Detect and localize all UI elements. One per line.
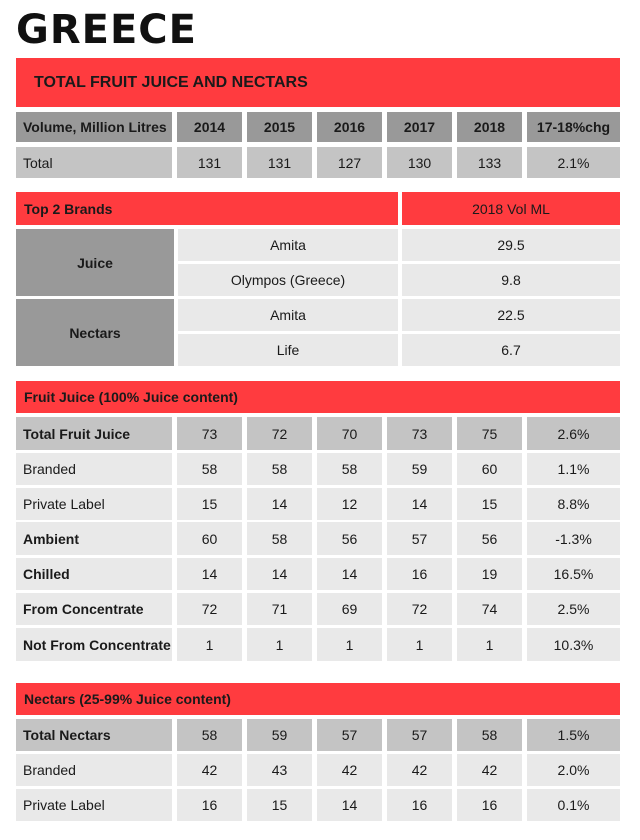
page-title: GREECE	[16, 7, 197, 53]
table-cell: 14	[387, 488, 452, 520]
table-cell: 59	[387, 453, 452, 485]
table-cell: 1	[177, 628, 242, 661]
section-header-nectars: Nectars (25-99% Juice content)	[16, 683, 620, 715]
table-cell: 16	[177, 789, 242, 821]
table-cell: 14	[317, 558, 382, 590]
row-label: Chilled	[16, 558, 172, 590]
column-header-2014: 2014	[177, 112, 242, 142]
brand-value: 29.5	[402, 229, 620, 261]
table-cell: 59	[247, 719, 312, 751]
table-cell: 1	[387, 628, 452, 661]
table-cell: 10.3%	[527, 628, 620, 661]
table-cell: 2.0%	[527, 754, 620, 786]
table-cell: 75	[457, 417, 522, 450]
section-header-top-brands: Top 2 Brands	[16, 192, 398, 225]
table-cell: 15	[247, 789, 312, 821]
table-cell: 14	[247, 488, 312, 520]
column-header-volume: Volume, Million Litres	[16, 112, 172, 142]
brand-value: 6.7	[402, 334, 620, 366]
table-cell: -1.3%	[527, 522, 620, 555]
table-cell: 2.6%	[527, 417, 620, 450]
table-cell: 1	[247, 628, 312, 661]
brand-value: 22.5	[402, 299, 620, 331]
table-cell: 73	[387, 417, 452, 450]
column-header-2017: 2017	[387, 112, 452, 142]
table-cell: 42	[317, 754, 382, 786]
table-cell: 0.1%	[527, 789, 620, 821]
row-label: Ambient	[16, 522, 172, 555]
column-header-2018: 2018	[457, 112, 522, 142]
table-cell: 130	[387, 147, 452, 178]
brand-name: Amita	[178, 299, 398, 331]
brand-name: Olympos (Greece)	[178, 264, 398, 296]
table-cell: 19	[457, 558, 522, 590]
table-cell: 1.1%	[527, 453, 620, 485]
table-cell: 58	[457, 719, 522, 751]
table-cell: 131	[177, 147, 242, 178]
table-cell: 56	[457, 522, 522, 555]
table-cell: 71	[247, 593, 312, 625]
table-cell: 58	[177, 719, 242, 751]
row-label: Private Label	[16, 488, 172, 520]
table-cell: 73	[177, 417, 242, 450]
row-label: Private Label	[16, 789, 172, 821]
table-cell: 1	[457, 628, 522, 661]
table-cell: 43	[247, 754, 312, 786]
table-cell: 16	[387, 789, 452, 821]
table-cell: 12	[317, 488, 382, 520]
table-cell: 14	[177, 558, 242, 590]
table-cell: 14	[247, 558, 312, 590]
table-cell: 2.1%	[527, 147, 620, 178]
row-label: Branded	[16, 453, 172, 485]
table-cell: 69	[317, 593, 382, 625]
column-header-2016: 2016	[317, 112, 382, 142]
row-label: From Concentrate	[16, 593, 172, 625]
brand-value: 9.8	[402, 264, 620, 296]
brand-name: Life	[178, 334, 398, 366]
row-label: Total Fruit Juice	[16, 417, 172, 450]
table-cell: 57	[387, 719, 452, 751]
table-cell: 58	[177, 453, 242, 485]
table-cell: 74	[457, 593, 522, 625]
table-cell: 15	[457, 488, 522, 520]
table-cell: 1	[317, 628, 382, 661]
row-label-total: Total	[16, 147, 172, 178]
table-cell: 15	[177, 488, 242, 520]
table-cell: 2.5%	[527, 593, 620, 625]
table-cell: 16	[387, 558, 452, 590]
table-cell: 1.5%	[527, 719, 620, 751]
table-cell: 58	[247, 453, 312, 485]
table-cell: 16	[457, 789, 522, 821]
table-cell: 72	[177, 593, 242, 625]
row-label: Branded	[16, 754, 172, 786]
row-label: Total Nectars	[16, 719, 172, 751]
table-cell: 131	[247, 147, 312, 178]
section-header-total: TOTAL FRUIT JUICE AND NECTARS	[16, 58, 620, 107]
table-cell: 133	[457, 147, 522, 178]
column-header-vol: 2018 Vol ML	[402, 192, 620, 225]
table-cell: 57	[317, 719, 382, 751]
table-cell: 14	[317, 789, 382, 821]
row-label: Not From Concentrate	[16, 628, 172, 661]
table-cell: 57	[387, 522, 452, 555]
brand-group-juice: Juice	[16, 229, 174, 296]
table-cell: 16.5%	[527, 558, 620, 590]
table-cell: 127	[317, 147, 382, 178]
brand-name: Amita	[178, 229, 398, 261]
table-cell: 42	[387, 754, 452, 786]
table-cell: 8.8%	[527, 488, 620, 520]
column-header-2015: 2015	[247, 112, 312, 142]
table-cell: 60	[457, 453, 522, 485]
table-cell: 70	[317, 417, 382, 450]
table-cell: 42	[177, 754, 242, 786]
section-header-fruit-juice: Fruit Juice (100% Juice content)	[16, 381, 620, 413]
table-cell: 42	[457, 754, 522, 786]
table-cell: 56	[317, 522, 382, 555]
table-cell: 58	[317, 453, 382, 485]
column-header-change: 17-18%chg	[527, 112, 620, 142]
table-cell: 72	[247, 417, 312, 450]
table-cell: 58	[247, 522, 312, 555]
table-cell: 72	[387, 593, 452, 625]
brand-group-nectars: Nectars	[16, 299, 174, 366]
table-cell: 60	[177, 522, 242, 555]
